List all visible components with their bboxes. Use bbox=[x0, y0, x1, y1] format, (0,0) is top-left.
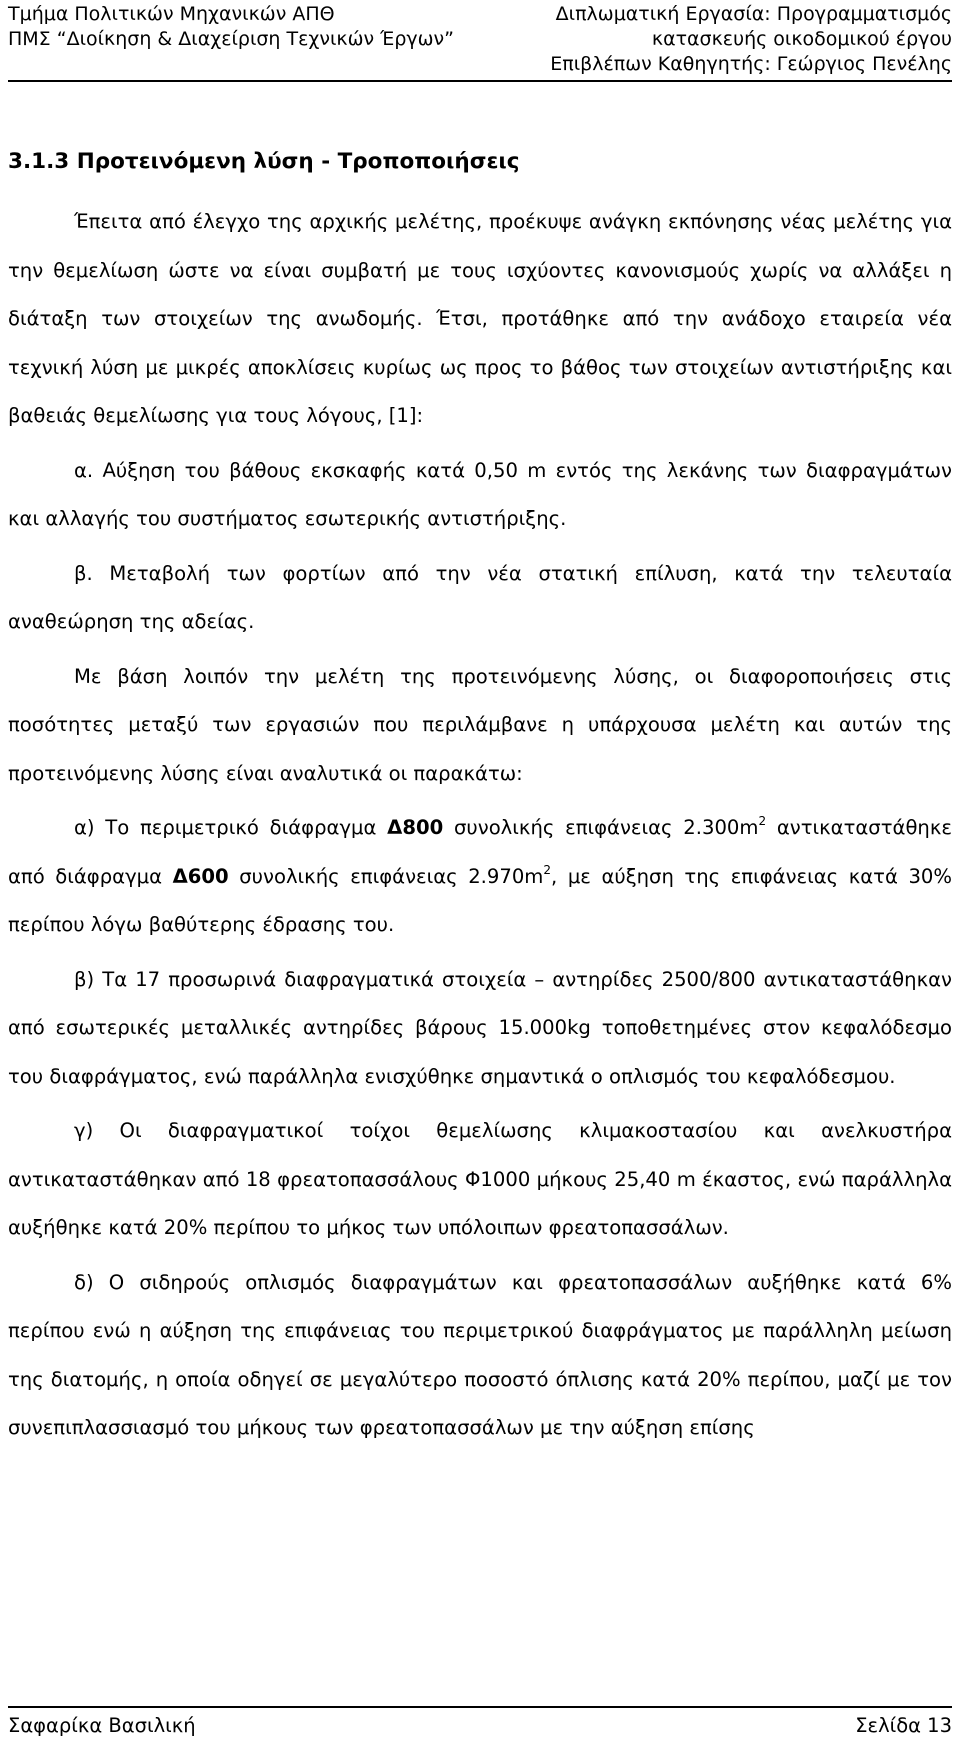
section-heading: 3.1.3 Προτεινόμενη λύση - Τροποποιήσεις bbox=[8, 149, 520, 174]
page-content bbox=[8, 148, 952, 1459]
footer-page-number: Σελίδα 13 bbox=[855, 1714, 952, 1737]
item-a-sup-2: 2 bbox=[543, 862, 552, 877]
header-thesis-title-1: Διπλωματική Εργασία: Προγραμματισμός bbox=[555, 3, 952, 25]
item-a-d800: Δ800 bbox=[387, 816, 444, 839]
page-header bbox=[8, 0, 952, 80]
page-footer bbox=[8, 1713, 952, 1743]
paragraph-modifications-intro: Με βάση λοιπόν την μελέτη της προτεινόμενης λύσης, οι διαφοροποιήσεις στις ποσότητες μεταξύ των εργασιών που περιλάμβανε η υπάρχουσα μελέτη και αυτών της προτεινόμενης λύσης είναι αναλυτικά οι παρακάτω: bbox=[8, 664, 952, 785]
footer-divider bbox=[8, 1706, 952, 1708]
header-divider bbox=[8, 80, 952, 82]
item-a-text-3: αντικαταστάθηκε από διάφραγμα bbox=[8, 816, 952, 888]
paragraph-item-c: γ) Οι διαφραγματικοί τοίχοι θεμελίωσης κλιμακοστασίου και ανελκυστήρα αντικαταστάθηκαν από 18 φρεατοπασσάλους Φ1000 μήκους 25,40 m έκαστος, ενώ παράλληλα αυξήθηκε κατά 20% περίπου το μήκος των υπόλοιπων φρεατοπασσάλων. bbox=[8, 1119, 952, 1239]
header-left bbox=[8, 2, 454, 52]
item-a-text-5: , με αύξηση της επιφάνειας κατά 30% περίπου λόγω βαθύτερης έδρασης του. bbox=[8, 864, 952, 936]
paragraph-item-a bbox=[8, 804, 952, 950]
item-a-text-2: συνολικής επιφάνειας 2.300m bbox=[443, 816, 759, 839]
header-thesis-title-2: κατασκευής οικοδομικού έργου bbox=[651, 28, 952, 50]
header-right bbox=[550, 2, 952, 77]
paragraph-reason-b: β. Μεταβολή των φορτίων από την νέα στατική επίλυση, κατά την τελευταία αναθεώρηση της αδείας. bbox=[8, 561, 952, 633]
paragraph-reason-a: α. Αύξηση του βάθους εκσκαφής κατά 0,50 m εντός της λεκάνης των διαφραγμάτων και αλλαγής του συστήματος εσωτερικής αντιστήριξης. bbox=[8, 458, 952, 530]
header-supervisor: Επιβλέπων Καθηγητής: Γεώργιος Πενέλης bbox=[550, 53, 952, 75]
paragraph-intro: Έπειτα από έλεγχο της αρχικής μελέτης, προέκυψε ανάγκη εκπόνησης νέας μελέτης για την θεμελίωση ώστε να είναι συμβατή με τους ισχύοντες κανονισμούς χωρίς να αλλάξει η διάταξη των στοιχείων της ανωδομής. Έτσι, προτάθηκε από την ανάδοχο εταιρεία νέα τεχνική λύση με μικρές αποκλίσεις κυρίως ως προς το βάθος των στοιχείων αντιστήριξης και βαθειάς θεμελίωσης για τους λόγους, [1]: bbox=[8, 210, 952, 427]
item-a-text-1: α) Το περιμετρικό διάφραγμα bbox=[74, 816, 388, 839]
item-a-d600: Δ600 bbox=[172, 864, 229, 888]
footer-author: Σαφαρίκα Βασιλική bbox=[8, 1714, 196, 1737]
header-department: Τμήμα Πολιτικών Μηχανικών ΑΠΘ bbox=[8, 3, 335, 25]
paragraph-item-d: δ) Ο σιδηρούς οπλισμός διαφραγμάτων και φρεατοπασσάλων αυξήθηκε κατά 6% περίπου ενώ η αύξηση της επιφάνειας του περιμετρικού διαφράγματος με παράλληλη μείωση της διατομής, η οποία οδηγεί σε μεγαλύτερο ποσοστό όπλισης κατά 20% περίπου, μαζί με τον συνεπιπλασσιασμό του μήκους των φρεατοπασσάλων με την αύξηση επίσης bbox=[8, 1270, 952, 1439]
item-a-sup-1: 2 bbox=[758, 814, 767, 828]
header-program: ΠΜΣ “Διοίκηση & Διαχείριση Τεχνικών Έργων” bbox=[8, 28, 455, 50]
paragraph-item-b: β) Τα 17 προσωρινά διαφραγματικά στοιχεία – αντηρίδες 2500/800 αντικαταστάθηκαν από εσωτερικές μεταλλικές αντηρίδες βάρους 15.000kg τοποθετημένες στον κεφαλόδεσμο του διαφράγματος, ενώ παράλληλα ενισχύθηκε σημαντικά ο οπλισμός του κεφαλόδεσμου. bbox=[8, 967, 952, 1088]
item-a-text-4: συνολικής επιφάνειας 2.970m bbox=[228, 864, 544, 888]
